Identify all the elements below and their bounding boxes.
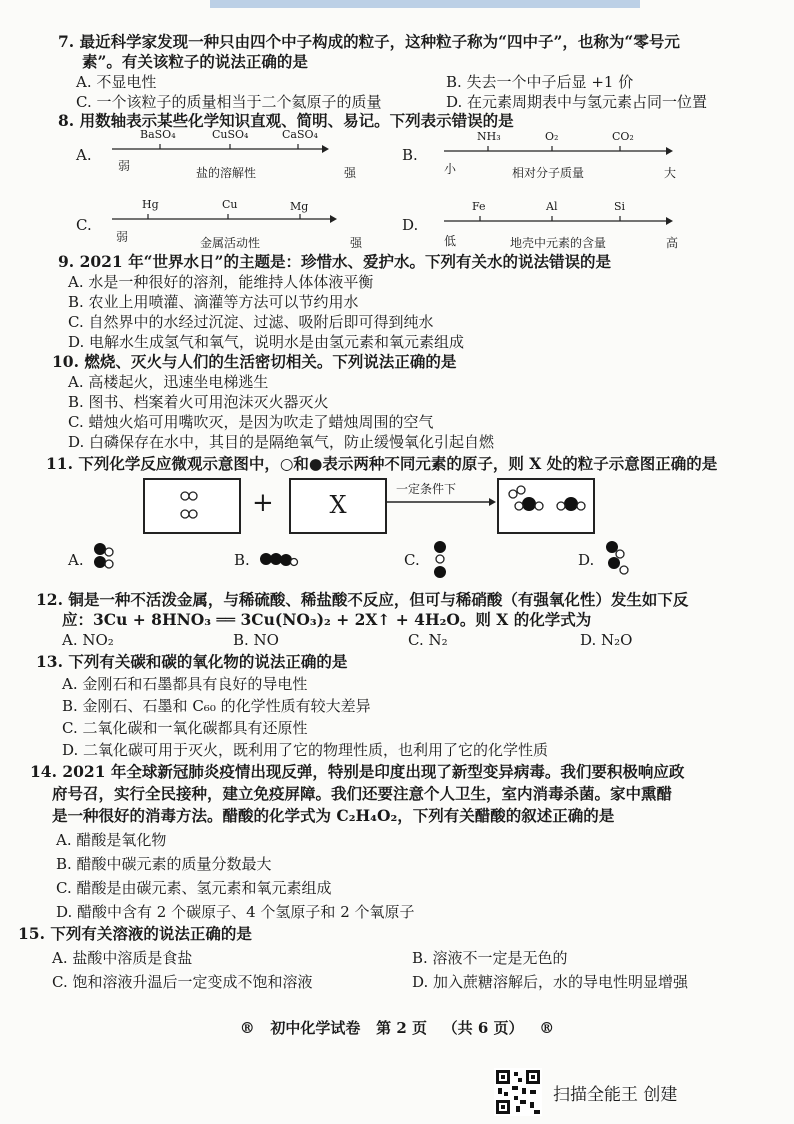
q12-stem-line1: 12. 铜是一种不活泼金属，与稀硫酸、稀盐酸不反应，但可与稀硝酸（有强氧化性）发生如下反 (36, 590, 689, 609)
q14-option-d: D. 醋酸中含有 2 个碳原子、4 个氢原子和 2 个氧原子 (56, 903, 415, 921)
q14-option-c: C. 醋酸是由碳元素、氢元素和氧元素组成 (56, 879, 332, 897)
q8-d-label-2: Al (546, 200, 558, 213)
q7-stem-line1: 7. 最近科学家发现一种只由四个中子构成的粒子，这种粒子称为“四中子”，也称为“零号元 (58, 32, 680, 51)
q10-option-b: B. 图书、档案着火可用泡沫灭火器灭火 (68, 393, 329, 411)
q8-b-axis (442, 143, 674, 157)
q8-d-left: 低 (444, 234, 457, 248)
q11-product-molecules (499, 480, 593, 532)
q8-c-label-2: Cu (222, 198, 238, 211)
q12-option-a: A. NO₂ (62, 631, 114, 649)
q15-stem: 15. 下列有关溶液的说法正确的是 (18, 924, 252, 943)
q8-stem: 8. 用数轴表示某些化学知识直观、简明、易记。下列表示错误的是 (58, 111, 514, 130)
q12-stem-line2: 应：3Cu + 8HNO₃ ══ 3Cu(NO₃)₂ + 2X↑ + 4H₂O。则 X 的化学式为 (62, 610, 592, 629)
q12-option-d: D. N₂O (580, 631, 633, 649)
q11-reaction-arrow (385, 496, 497, 508)
footer-title: 初中化学试卷 (270, 1019, 361, 1037)
q8-c-right: 强 (350, 236, 363, 250)
q8-c-label-3: Mg (290, 200, 309, 213)
q11-plus-sign: + (252, 488, 274, 518)
q10-option-d: D. 白磷保存在水中，其目的是隔绝氧气，防止缓慢氧化引起自燃 (68, 433, 495, 451)
footer-mark-right: ® (539, 1019, 555, 1037)
q14-stem-line3: 是一种很好的消毒方法。醋酸的化学式为 C₂H₄O₂，下列有关醋酸的叙述正确的是 (52, 806, 615, 825)
q10-stem: 10. 燃烧、灭火与人们的生活密切相关。下列说法正确的是 (52, 352, 457, 371)
q11-product-box (497, 478, 595, 534)
q8-b-label-1: NH₃ (477, 130, 501, 143)
footer-total: （共 6 页） (442, 1019, 524, 1037)
q11-x-box (289, 478, 387, 534)
q8-b-letter: B. (402, 146, 418, 164)
q8-d-letter: D. (402, 216, 419, 234)
q8-a-right: 强 (344, 166, 357, 180)
q14-option-a: A. 醋酸是氧化物 (56, 831, 167, 849)
q11-arrow-label: 一定条件下 (396, 482, 457, 496)
footer-mark-left: ® (239, 1019, 255, 1037)
q8-a-left: 弱 (118, 159, 131, 173)
q8-d-label-3: Si (614, 200, 626, 213)
q8-b-right: 大 (664, 166, 677, 180)
qr-code-icon (494, 1068, 542, 1116)
q7-option-a: A. 不显电性 (76, 73, 157, 91)
footer-page: 第 2 页 (376, 1019, 427, 1037)
q10-option-a: A. 高楼起火，迅速坐电梯逃生 (68, 373, 269, 391)
q8-b-label-3: CO₂ (612, 130, 634, 143)
q11-reactant-box (143, 478, 241, 534)
q13-option-a: A. 金刚石和石墨都具有良好的导电性 (62, 675, 308, 693)
q14-stem-line1: 14. 2021 年全球新冠肺炎疫情出现反弹，特别是印度出现了新型变异病毒。我们要积极响应政 (30, 762, 685, 781)
q8-a-caption: 盐的溶解性 (196, 166, 257, 180)
q11-option-c: C. (404, 551, 420, 569)
q8-c-axis (110, 211, 338, 225)
q8-d-caption: 地壳中元素的含量 (510, 236, 607, 250)
q9-option-a: A. 水是一种很好的溶剂，能维持人体体液平衡 (68, 273, 374, 291)
top-color-strip (210, 0, 640, 8)
q8-c-label-1: Hg (142, 198, 159, 211)
q11-option-b: B. (234, 551, 250, 569)
q13-stem: 13. 下列有关碳和碳的氧化物的说法正确的是 (36, 652, 348, 671)
q15-option-c: C. 饱和溶液升温后一定变成不饱和溶液 (52, 973, 313, 991)
scanner-watermark: 扫描全能王 创建 (553, 1085, 678, 1105)
q8-a-label-1: BaSO₄ (140, 128, 176, 141)
q9-stem: 9. 2021 年“世界水日”的主题是：珍惜水、爱护水。下列有关水的说法错误的是 (58, 252, 611, 271)
q11-option-a-molecule (88, 540, 128, 570)
q7-stem-line2: 素”。有关该粒子的说法正确的是 (82, 52, 308, 71)
q9-option-d: D. 电解水生成氢气和氧气，说明水是由氢元素和氧元素组成 (68, 333, 465, 351)
q11-reactant-molecules (145, 480, 239, 532)
q13-option-d: D. 二氧化碳可用于灭火，既利用了它的物理性质，也利用了它的化学性质 (62, 741, 549, 759)
q9-option-c: C. 自然界中的水经过沉淀、过滤、吸附后即可得到纯水 (68, 313, 434, 331)
q11-stem: 11. 下列化学反应微观示意图中，○和●表示两种不同元素的原子，则 X 处的粒子示意图正确的是 (46, 454, 718, 473)
q8-a-letter: A. (76, 146, 92, 164)
q7-option-b: B. 失去一个中子后显 +1 价 (446, 73, 634, 91)
q8-b-left: 小 (444, 162, 457, 176)
q15-option-a: A. 盐酸中溶质是食盐 (52, 949, 193, 967)
q11-option-d-molecule (600, 538, 640, 582)
q14-option-b: B. 醋酸中碳元素的质量分数最大 (56, 855, 272, 873)
page-footer (0, 1017, 794, 1038)
q12-option-c: C. N₂ (408, 631, 448, 649)
q8-d-right: 高 (666, 236, 679, 250)
q8-d-label-1: Fe (472, 200, 486, 213)
q15-option-d: D. 加入蔗糖溶解后，水的导电性明显增强 (412, 973, 689, 991)
q15-option-b: B. 溶液不一定是无色的 (412, 949, 568, 967)
q14-stem-line2: 府号召，实行全民接种，建立免疫屏障。我们还要注意个人卫生，室内消毒杀菌。家中熏醋 (52, 784, 673, 803)
q8-d-axis (442, 213, 674, 227)
q11-option-c-molecule (428, 538, 458, 582)
q8-b-caption: 相对分子质量 (512, 166, 585, 180)
q8-c-letter: C. (76, 216, 92, 234)
q9-option-b: B. 农业上用喷灌、滴灌等方法可以节约用水 (68, 293, 359, 311)
q11-option-d: D. (578, 551, 595, 569)
q7-option-c: C. 一个该粒子的质量相当于二个氦原子的质量 (76, 93, 382, 111)
q8-b-label-2: O₂ (545, 130, 559, 143)
q11-option-b-molecule (254, 548, 304, 572)
q13-option-b: B. 金刚石、石墨和 C₆₀ 的化学性质有较大差异 (62, 697, 371, 715)
q10-option-c: C. 蜡烛火焰可用嘴吹灭，是因为吹走了蜡烛周围的空气 (68, 413, 434, 431)
q8-c-caption: 金属活动性 (200, 236, 261, 250)
q13-option-c: C. 二氧化碳和一氧化碳都具有还原性 (62, 719, 308, 737)
q8-a-label-3: CaSO₄ (282, 128, 318, 141)
q8-a-axis (110, 141, 330, 155)
q7-option-d: D. 在元素周期表中与氢元素占同一位置 (446, 93, 708, 111)
q11-option-a: A. (68, 551, 84, 569)
q12-option-b: B. NO (233, 631, 279, 649)
q8-c-left: 弱 (116, 230, 129, 244)
q11-x-label: X (329, 491, 347, 519)
q8-a-label-2: CuSO₄ (212, 128, 249, 141)
